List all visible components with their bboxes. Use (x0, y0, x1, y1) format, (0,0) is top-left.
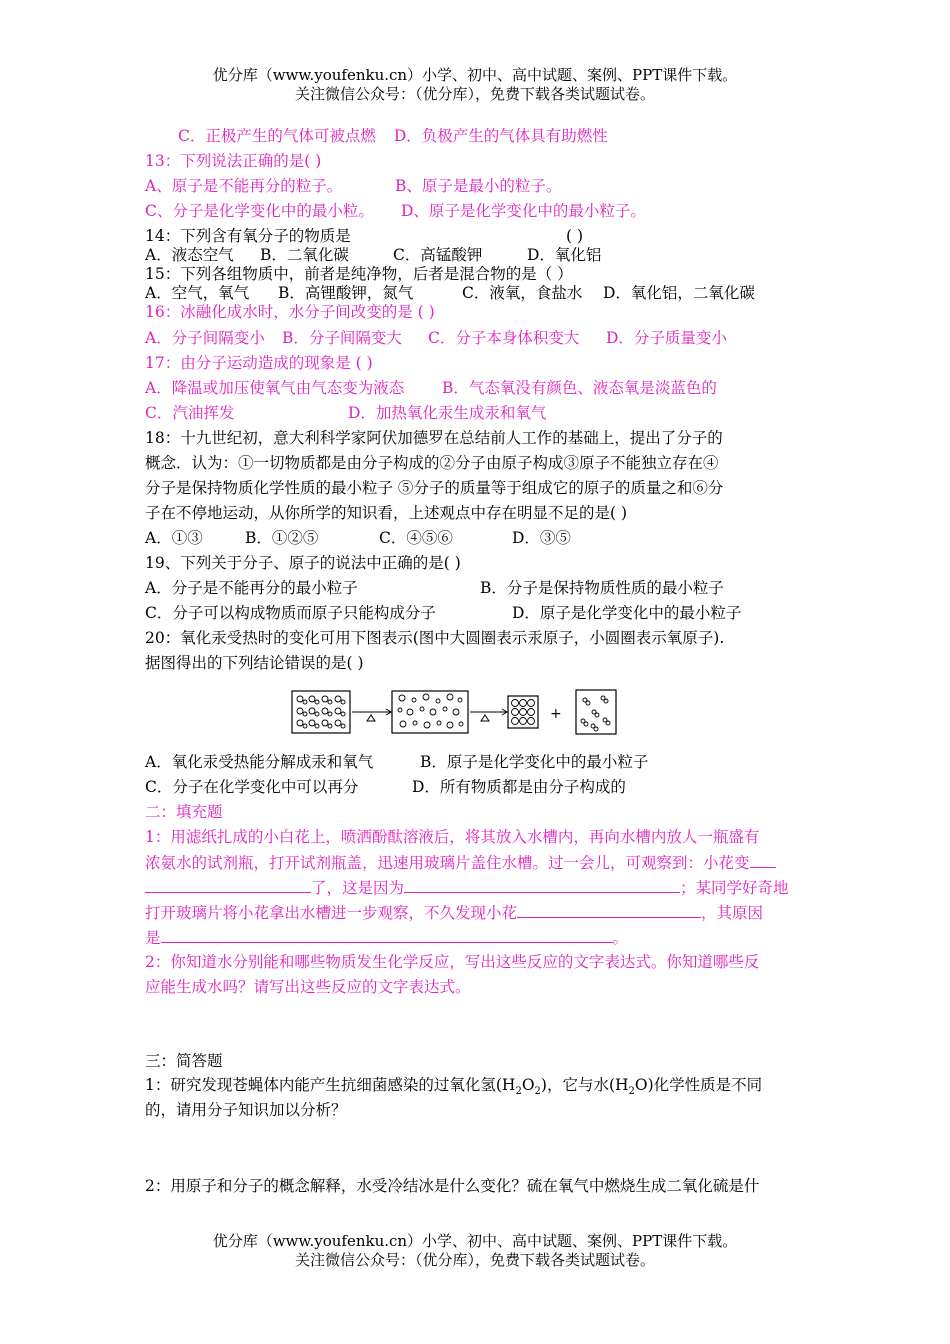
q18-line-1: 18：十九世纪初，意大利科学家阿伏加德罗在总结前人工作的基础上，提出了分子的 (145, 429, 723, 447)
q18-line-2: 概念．认为：①一切物质都是由分子构成的②分子由原子构成③原子不能独立存在④ (145, 454, 719, 472)
q18-option-c: C．④⑤⑥ (379, 529, 453, 547)
s2-q1-line-1: 1：用滤纸扎成的小白花上，喷洒酚酞溶液后，将其放入水槽内，再向水槽内放人一瓶盛有 (145, 828, 760, 846)
section3-title: 三：简答题 (145, 1052, 223, 1070)
q14-paren: ( ) (566, 227, 584, 245)
s2-q1-line-5-text-b: 。 (612, 929, 629, 947)
s2-q1-line-5-text-a: 是 (145, 929, 161, 947)
q16-option-b: B．分子间隔变大 (282, 329, 402, 347)
q17-option-c: C．汽油挥发 (145, 404, 235, 422)
q16-option-d: D．分子质量变小 (606, 329, 727, 347)
q16-stem: 16：冰融化成水时，水分子间改变的是 ( ) (145, 303, 435, 321)
q19-option-d: D．原子是化学变化中的最小粒子 (512, 604, 742, 622)
section2-title: 二：填充题 (145, 803, 223, 821)
arrow-heat-2 (470, 709, 507, 721)
arrow-heat-1 (352, 709, 391, 721)
s3-q1-text-c: O)化学性质是不同 (634, 1076, 763, 1094)
q20-option-b: B．原子是化学变化中的最小粒子 (420, 753, 649, 771)
s2-q1-line-4 (145, 902, 763, 923)
footer-line-2: 关注微信公众号：（优分库），免费下载各类试题试卷。 (294, 1251, 655, 1269)
s3-q1-sub-1: 2 (515, 1086, 522, 1098)
q14-option-a: A．液态空气 (145, 246, 234, 264)
q17-option-b: B．气态氧没有颜色、液态氧是淡蓝色的 (442, 379, 717, 397)
q12-option-c: C．正极产生的气体可被点燃 (178, 127, 376, 145)
q18-line-4: 子在不停地运动，从你所学的知识看，上述观点中存在明显不足的是( ) (145, 504, 628, 522)
q12-options (178, 126, 608, 146)
q17-stem: 17：由分子运动造成的现象是 ( ) (145, 354, 373, 372)
q18-option-d: D．③⑤ (512, 529, 571, 547)
q18-option-b: B．①②⑤ (245, 529, 319, 547)
s2-q2-line-1: 2：你知道水分别能和哪些物质发生化学反应，写出这些反应的文字表达式。你知道哪些反 (145, 953, 760, 971)
q13-option-a: A、原子是不能再分的粒子。 (145, 177, 343, 195)
s2-q1-line-3-text-a: 了，这是因为 (311, 879, 405, 897)
s3-q1-text-b: )，它与水(H (540, 1076, 629, 1094)
q19-option-a: A．分子是不能再分的最小粒子 (145, 579, 358, 597)
q14-option-c: C．高锰酸钾 (393, 246, 483, 264)
q19-option-b: B．分子是保持物质性质的最小粒子 (480, 579, 724, 597)
header-line-2: 关注微信公众号：（优分库），免费下载各类试题试卷。 (294, 85, 655, 103)
q20-option-c: C．分子在化学变化中可以再分 (145, 778, 359, 796)
q15-stem: 15：下列各组物质中，前者是纯净物，后者是混合物的是（ ） (145, 265, 573, 283)
s2-q2-line-2: 应能生成水吗？请写出这些反应的文字表达式。 (145, 978, 471, 996)
q14-option-d: D．氧化铝 (527, 246, 602, 264)
q19-option-c: C．分子可以构成物质而原子只能构成分子 (145, 604, 436, 622)
q19-stem: 19、下列关于分子、原子的说法中正确的是( ) (145, 554, 461, 572)
s3-q1-text-mid: O (521, 1076, 535, 1094)
q20-line-1: 20：氧化汞受热时的变化可用下图表示(图中大圆圈表示汞原子，小圆圈表示氧原子). (145, 629, 725, 647)
box-separated-atoms (392, 691, 468, 733)
q15-option-d: D．氧化铝，二氧化碳 (603, 284, 755, 302)
s2-q1-line-5 (145, 927, 628, 948)
q20-line-2: 据图得出的下列结论错误的是( ) (145, 654, 364, 672)
header-line-1: 优分库（www.youfenku.cn）小学、初中、高中试题、案例、PPT课件下载。 (212, 66, 738, 84)
s2-q1-line-3-text-b: ；某同学好奇地 (680, 879, 789, 897)
s3-q1-sub-2: 2 (534, 1086, 541, 1098)
s3-q1-line-1 (145, 1075, 762, 1102)
q18-option-a: A．①③ (145, 529, 203, 547)
s2-q1-line-4-text-b: ，其原因 (701, 904, 764, 922)
blank-flower-change[interactable] (517, 902, 701, 918)
q13-stem: 13：下列说法正确的是( ) (145, 152, 322, 170)
box-mercury-atoms (508, 696, 538, 728)
s2-q1-line-4-text-a: 打开玻璃片将小花拿出水槽进一步观察，不久发现小花 (145, 904, 518, 922)
s3-q2-line-1: 2：用原子和分子的概念解释，水受冷结冰是什么变化？硫在氧气中燃烧生成二氧化硫是什 (145, 1177, 760, 1195)
blank-flower-color-1[interactable] (750, 852, 776, 868)
q13-option-d: D、原子是化学变化中的最小粒子。 (401, 202, 646, 220)
q13-option-c: C、分子是化学变化中的最小粒。 (145, 202, 374, 220)
q20-option-a: A．氧化汞受热能分解成汞和氧气 (145, 753, 374, 771)
q17-option-a: A．降温或加压使氧气由气态变为液态 (145, 379, 405, 397)
s3-q1-sub-3: 2 (628, 1086, 635, 1098)
box-hgo-molecules (292, 691, 350, 733)
q20-option-d: D．所有物质都是由分子构成的 (412, 778, 626, 796)
s3-q1-line-2: 的，请用分子知识加以分析？ (145, 1101, 347, 1119)
q17-option-d: D．加热氧化汞生成汞和氧气 (348, 404, 547, 422)
q16-option-a: A．分子间隔变小 (145, 329, 265, 347)
s2-q1-line-2 (145, 852, 776, 873)
hgo-decomposition-figure (288, 688, 628, 738)
q14-stem: 14：下列含有氧分子的物质是 (145, 227, 351, 245)
q15-option-c: C．液氧，食盐水 (462, 284, 583, 302)
q18-line-3: 分子是保持物质化学性质的最小粒子 ⑤分子的质量等于组成它的原子的质量之和⑥分 (145, 479, 724, 497)
blank-reason-1[interactable] (404, 877, 680, 893)
q12-option-d: D．负极产生的气体具有助燃性 (393, 127, 608, 145)
blank-reason-2[interactable] (161, 927, 613, 943)
box-oxygen-molecules (576, 690, 616, 734)
s3-q1-text-a: 1：研究发现苍蝇体内能产生抗细菌感染的过氧化氢(H (145, 1076, 516, 1094)
q13-option-b: B、原子是最小的粒子。 (395, 177, 562, 195)
s2-q1-line-2-text: 浓氨水的试剂瓶，打开试剂瓶盖，迅速用玻璃片盖住水槽。过一会儿，可观察到：小花变 (145, 854, 750, 872)
q15-option-a: A．空气，氧气 (145, 284, 250, 302)
blank-flower-color-2[interactable] (145, 877, 311, 893)
figure-plus-sign: + (550, 706, 562, 722)
footer-line-1: 优分库（www.youfenku.cn）小学、初中、高中试题、案例、PPT课件下载。 (212, 1232, 738, 1250)
s2-q1-line-3 (145, 877, 789, 898)
q14-option-b: B．二氧化碳 (260, 246, 349, 264)
q15-option-b: B．高锂酸钾，氮气 (278, 284, 414, 302)
q16-option-c: C．分子本身体积变大 (428, 329, 580, 347)
